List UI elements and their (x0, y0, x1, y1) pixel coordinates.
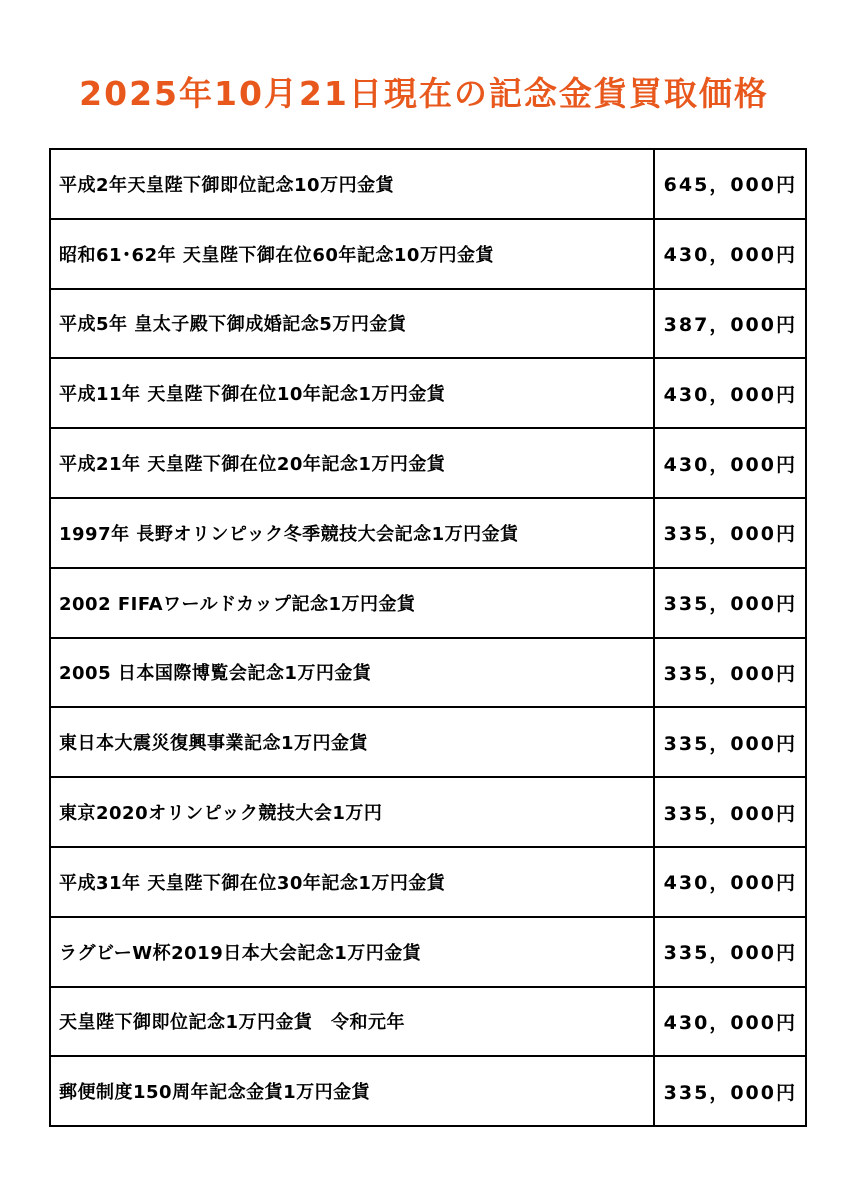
coin-price: 335，000円 (654, 917, 806, 987)
coin-price: 430，000円 (654, 358, 806, 428)
coin-name: 1997年 長野オリンピック冬季競技大会記念1万円金貨 (50, 498, 654, 568)
table-row (50, 498, 806, 568)
coin-price: 335，000円 (654, 707, 806, 777)
coin-price: 335，000円 (654, 498, 806, 568)
coin-name: 東京2020オリンピック競技大会1万円 (50, 777, 654, 847)
table-row (50, 777, 806, 847)
coin-price: 387，000円 (654, 289, 806, 359)
table-row (50, 987, 806, 1057)
table-row (50, 568, 806, 638)
price-table (49, 148, 807, 1127)
coin-price: 335，000円 (654, 1056, 806, 1126)
price-table-body (50, 149, 806, 1126)
coin-name: 天皇陛下御即位記念1万円金貨 令和元年 (50, 987, 654, 1057)
coin-price: 430，000円 (654, 987, 806, 1057)
coin-name: 平成21年 天皇陛下御在位20年記念1万円金貨 (50, 428, 654, 498)
table-row (50, 917, 806, 987)
coin-name: ラグビーW杯2019日本大会記念1万円金貨 (50, 917, 654, 987)
coin-price: 335，000円 (654, 777, 806, 847)
coin-price: 430，000円 (654, 428, 806, 498)
coin-price: 335，000円 (654, 568, 806, 638)
table-row (50, 428, 806, 498)
table-row (50, 289, 806, 359)
coin-name: 平成11年 天皇陛下御在位10年記念1万円金貨 (50, 358, 654, 428)
table-row (50, 707, 806, 777)
page-title: 2025年10月21日現在の記念金貨買取価格 (79, 74, 769, 113)
coin-name: 平成31年 天皇陛下御在位30年記念1万円金貨 (50, 847, 654, 917)
coin-name: 2005 日本国際博覧会記念1万円金貨 (50, 638, 654, 708)
coin-name: 平成2年天皇陛下御即位記念10万円金貨 (50, 149, 654, 219)
table-row (50, 847, 806, 917)
coin-price: 430，000円 (654, 219, 806, 289)
coin-price: 645，000円 (654, 149, 806, 219)
table-row (50, 358, 806, 428)
coin-name: 2002 FIFAワールドカップ記念1万円金貨 (50, 568, 654, 638)
table-row (50, 149, 806, 219)
coin-name: 郵便制度150周年記念金貨1万円金貨 (50, 1056, 654, 1126)
table-row (50, 1056, 806, 1126)
coin-name: 平成5年 皇太子殿下御成婚記念5万円金貨 (50, 289, 654, 359)
table-row (50, 219, 806, 289)
coin-price: 335，000円 (654, 638, 806, 708)
coin-name: 昭和61･62年 天皇陛下御在位60年記念10万円金貨 (50, 219, 654, 289)
coin-price: 430，000円 (654, 847, 806, 917)
coin-name: 東日本大震災復興事業記念1万円金貨 (50, 707, 654, 777)
table-row (50, 638, 806, 708)
